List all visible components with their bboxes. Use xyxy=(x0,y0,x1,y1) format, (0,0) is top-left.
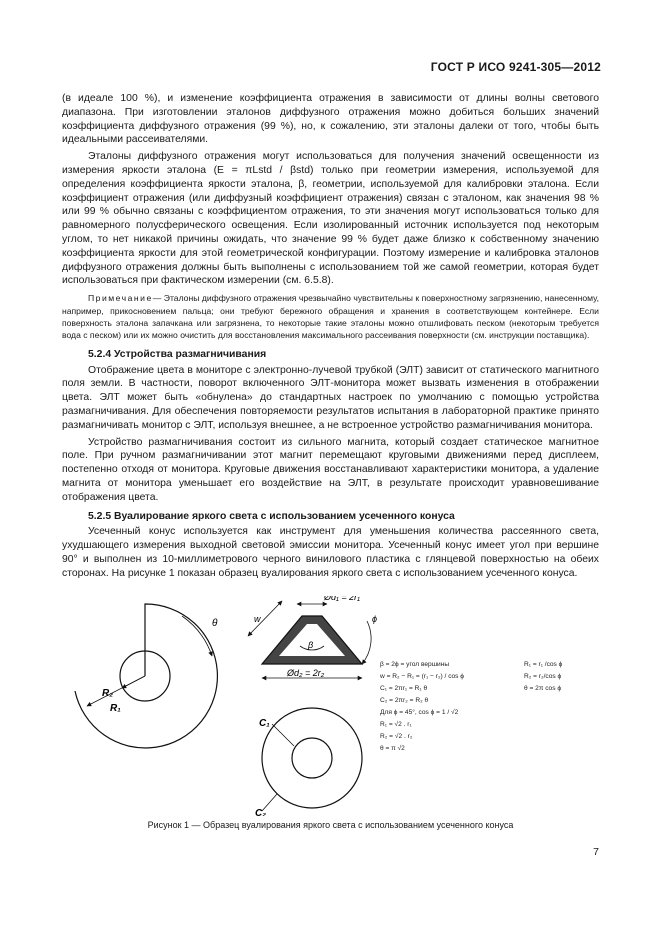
document-code: ГОСТ Р ИСО 9241-305—2012 xyxy=(430,60,601,74)
section-heading-5-2-4: 5.2.4 Устройства размагничивания xyxy=(88,348,267,360)
formula-line: R₁ = √2 . r₁ xyxy=(380,721,412,728)
d2-label: Ød₂ = 2r₂ xyxy=(287,668,325,678)
inner-circle-c1 xyxy=(292,738,332,778)
formula-line: Для ϕ = 45°, cos ϕ = 1 / √2 xyxy=(380,709,459,716)
section-heading-5-2-5: 5.2.5 Вуалирование яркого света с использованием усеченного конуса xyxy=(88,510,455,522)
formula-line: θ = 2π cos ϕ xyxy=(524,685,562,692)
figure-1 xyxy=(62,596,602,816)
note-text: — Эталоны диффузного отражения чрезвычайно чувствительны к поверхностному загрязнению, нанесенному, например, прикосновением пальца; они требуют бережного обращения и хранения в соответствующем контейнере. Если поверхность эталона запачкана или загрязнена, то некоторые такие эталоны можно отшлифовать песком (некоторым требуется вода с песком) или их можно очистить для восстановления максимального рассеивания поверхности (см. инструкции поставщика). xyxy=(62,293,599,341)
outer-circle-c2 xyxy=(262,708,362,808)
cone-pattern xyxy=(75,604,217,748)
phi-label: ϕ xyxy=(372,614,378,624)
r1-label: R₁ xyxy=(110,703,121,714)
formula-line: β = 2ϕ = угол вершины xyxy=(380,661,450,668)
paragraph-5: Усеченный конус используется как инструмент для уменьшения количества рассеянного света, ухудшающего измерения выходной световой эмиссии монитора. Усеченный конус имеет угол при вершине 90° и выполнен из 10-миллиметрового черного винилового пластика с глянцевой поверхностью на обеих сторонах. На рисунке 1 показан образец вуалирования яркого света с использованием усеченного конуса. xyxy=(62,526,599,579)
formula-line: C₂ = 2πr₂ = R₂ θ xyxy=(380,697,429,704)
paragraph-2: Эталоны диффузного отражения могут использоваться для получения значений освещенности из измерения яркости эталона (E = πLstd / βstd) только при геометрии измерения, используемой для определения коэффициента яркости эталона, β, геометрии, используемой для калибровки эталона. Если коэффициент отражения (или диффузный коэффициент отражения) связан с эталоном, как значения 98 % или 99 % обычно связаны с коэффициентом отражения, то эти значения могут использоваться только для равномерного полусферического освещения. Если изолированный источник используется под некоторым углом, то нет никакой причины ожидать, что значение 99 % будет даже близко к собственному значению коэффициента яркости для этой геометрической конфигурации. Поэтому измерение и калибровка эталонов диффузного отражения должны быть выполнены с использованием той же самой геометрии, которая будет использоваться при фактическом измерении (см. 6.5.8). xyxy=(62,151,599,287)
page-number: 7 xyxy=(593,846,599,858)
formula-line: R₁ = r₁ /cos ϕ xyxy=(524,661,563,668)
formula-line: R₂ = √2 . r₂ xyxy=(380,733,413,740)
r2-label: R₂ xyxy=(102,688,114,699)
note xyxy=(62,292,599,342)
formula-line: θ = π √2 xyxy=(380,745,405,752)
theta-label: θ xyxy=(212,618,218,629)
c2-label: C₂ xyxy=(255,808,267,816)
outer-arc xyxy=(75,604,217,748)
w-label: w xyxy=(254,614,261,624)
concentric-circles xyxy=(262,708,362,811)
theta-arc xyxy=(182,616,212,656)
paragraph-1: (в идеале 100 %), и изменение коэффициента отражения в зависимости от длины волны светового диапазона. При изготовлении эталонов диффузного отражения можно добиться больших значений коэффициента диффузного отражения (99 %), но, к сожалению, эти эталоны далеки от того, чтобы быть идеальными рассеивателями. xyxy=(62,93,599,146)
beta-label: β xyxy=(308,640,314,650)
formula-line: C₁ = 2πr₁ = R₁ θ xyxy=(380,685,428,692)
formula-line: R₂ = r₂/cos ϕ xyxy=(524,673,562,680)
c1-leader xyxy=(272,724,294,746)
paragraph-4: Устройство размагничивания состоит из сильного магнита, который создает статическое магнитное поле. При ручном размагничивании этот магнит перемещают круговыми движениями перед дисплеем, постепенно отходя от монитора. Круговые движения восстанавливают характеристики монитора, а удаление магнита от монитора уменьшает его воздействие на ЭЛТ, в результате происходит уравновешивание отображения цвета. xyxy=(62,436,599,503)
phi-arc xyxy=(362,621,371,664)
figure-caption: Рисунок 1 — Образец вуалирования яркого света с использованием усеченного конуса xyxy=(147,820,514,830)
d1-label: Ød₁ = 2r₁ xyxy=(324,596,360,602)
r1-line xyxy=(122,676,145,688)
formula-line: w = R₂ − R₁ = (r₁ − r₂) / cos ϕ xyxy=(380,673,464,680)
paragraph-3: Отображение цвета в мониторе с электронно-лучевой трубкой (ЭЛТ) зависит от статического магнитного поля земли. В частности, поворот включенного ЭЛТ-монитора может вызвать изменения в отображении цвета. ЭЛТ может быть «обнулена» до стандартных настроек по умолчанию с помощью устройства размагничивания. Для обеспечения повторяемости результатов испытания в лабораторной практике принято размагничивать монитор с ЭЛТ, используя внешнее, а не встроенное устройство размагничивания монитора. xyxy=(62,364,599,431)
c1-label: C₁ xyxy=(259,718,270,729)
figure-drawing xyxy=(62,596,602,816)
note-label: Примечание xyxy=(88,293,153,304)
main-text xyxy=(62,92,599,584)
formula-legend xyxy=(379,661,563,752)
